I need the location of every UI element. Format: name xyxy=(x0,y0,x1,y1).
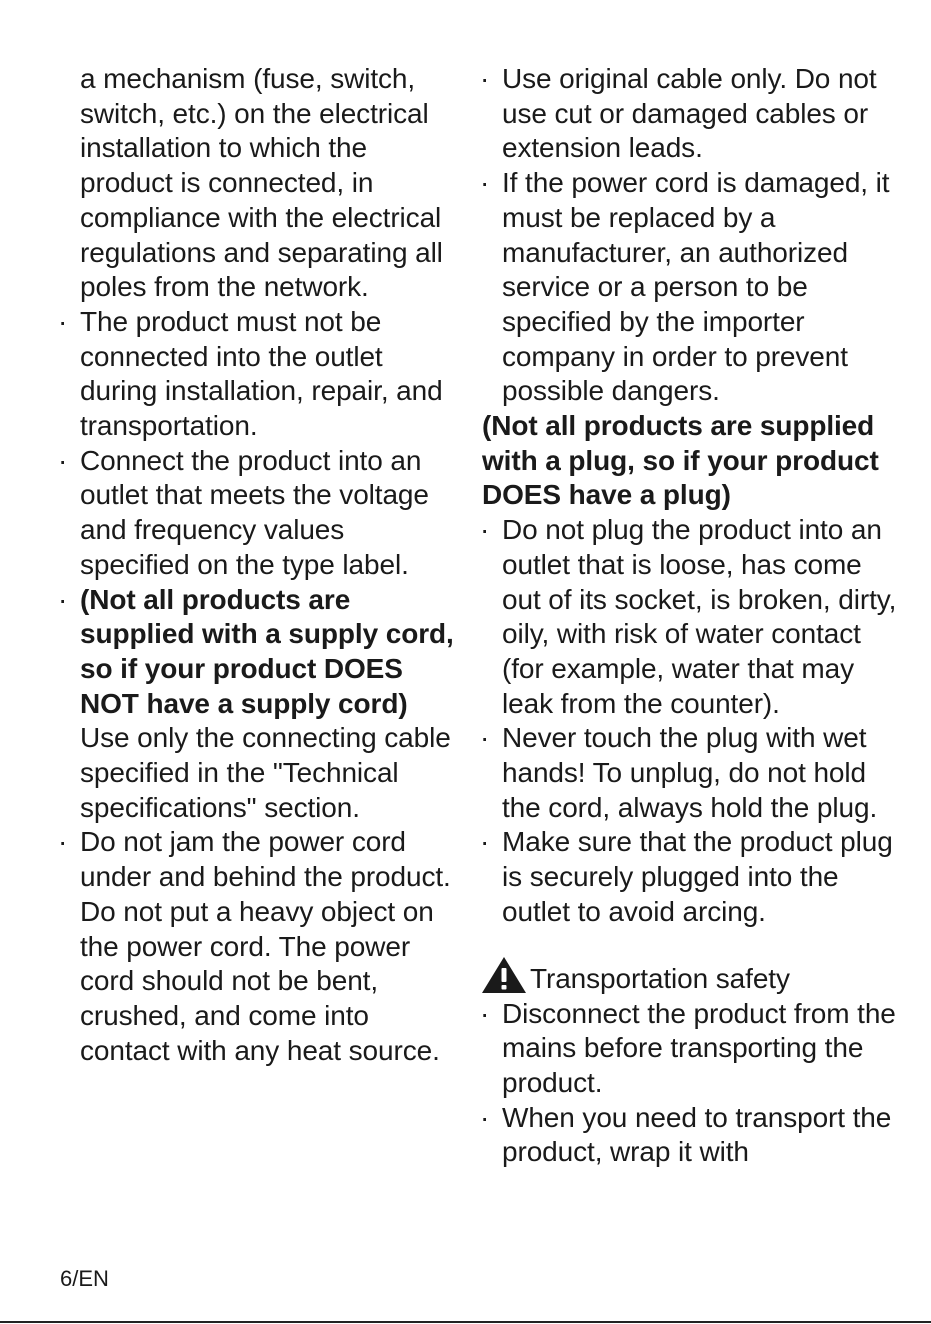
list-item-text: Connect the product into an outlet that meets the voltage and frequency values specified on the type label. xyxy=(80,444,429,580)
continued-paragraph xyxy=(58,62,458,305)
list-item xyxy=(480,166,900,409)
page-number: 6/EN xyxy=(60,1266,109,1291)
section-heading xyxy=(480,955,900,997)
bullet-icon: · xyxy=(480,514,490,546)
list-item xyxy=(58,825,458,1068)
list-item-text: Use original cable only. Do not use cut or damaged cables or extension leads. xyxy=(502,63,877,164)
paragraph-text: a mechanism (fuse, switch, switch, etc.) on the electrical installation to which the product is connected, in compliance with the electrical regulations and separating all poles from the network. xyxy=(80,63,443,303)
bullet-icon: · xyxy=(480,63,490,94)
list-item-text: Make sure that the product plug is securely plugged into the outlet to avoid arcing. xyxy=(502,826,893,927)
list-item-text: Use only the connecting cable specified in the "Technical specifications" section. xyxy=(80,722,451,823)
list-item xyxy=(480,513,900,721)
list-item-text: If the power cord is damaged, it must be replaced by a manufacturer, an authorized service or a person to be specified by the importer company in order to prevent possible dangers. xyxy=(502,167,890,407)
list-item xyxy=(480,62,900,166)
bullet-icon: · xyxy=(480,997,490,1029)
section-title: Transportation safety xyxy=(530,962,790,994)
list-item xyxy=(480,721,900,825)
bullet-icon: · xyxy=(480,167,490,199)
list-item xyxy=(480,1101,900,1170)
warning-triangle-icon xyxy=(480,955,528,995)
right-column xyxy=(480,62,900,1170)
list-item-text: When you need to transport the product, wrap it with xyxy=(502,1101,892,1168)
list-item xyxy=(58,444,458,583)
bullet-icon: · xyxy=(480,1101,490,1133)
bullet-icon: · xyxy=(58,583,68,615)
list-item xyxy=(58,583,458,826)
bullet-icon: · xyxy=(480,722,490,754)
list-item xyxy=(480,825,900,929)
bullet-icon: · xyxy=(58,444,68,476)
list-item-text: Do not plug the product into an outlet that is loose, has come out of its socket, is broken, dirty, oily, with risk of water contact (for example, water that may leak from the counter). xyxy=(502,514,897,719)
bullet-icon: · xyxy=(58,826,68,858)
list-item-text: The product must not be connected into the outlet during installation, repair, and transportation. xyxy=(80,305,443,442)
supply-cord-condition: (Not all products are supplied with a supply cord, so if your product DOES NOT have a supply cord) xyxy=(80,583,454,719)
list-item-text: Do not jam the power cord under and behind the product. Do not put a heavy object on the power cord. The power cord should not be bent, crushed, and come into contact with any heat source. xyxy=(80,826,451,1066)
bullet-icon: · xyxy=(480,826,490,858)
list-item-text: Never touch the plug with wet hands! To unplug, do not hold the cord, always hold the plug. xyxy=(502,722,878,823)
left-column xyxy=(58,62,458,1068)
page-bottom-rule xyxy=(0,1321,931,1323)
list-item xyxy=(480,997,900,1101)
bullet-icon: · xyxy=(58,305,68,337)
list-item xyxy=(58,305,458,444)
list-item-text: Disconnect the product from the mains before transporting the product. xyxy=(502,997,896,1098)
plug-condition-heading: (Not all products are supplied with a plug, so if your product DOES have a plug) xyxy=(482,410,879,511)
